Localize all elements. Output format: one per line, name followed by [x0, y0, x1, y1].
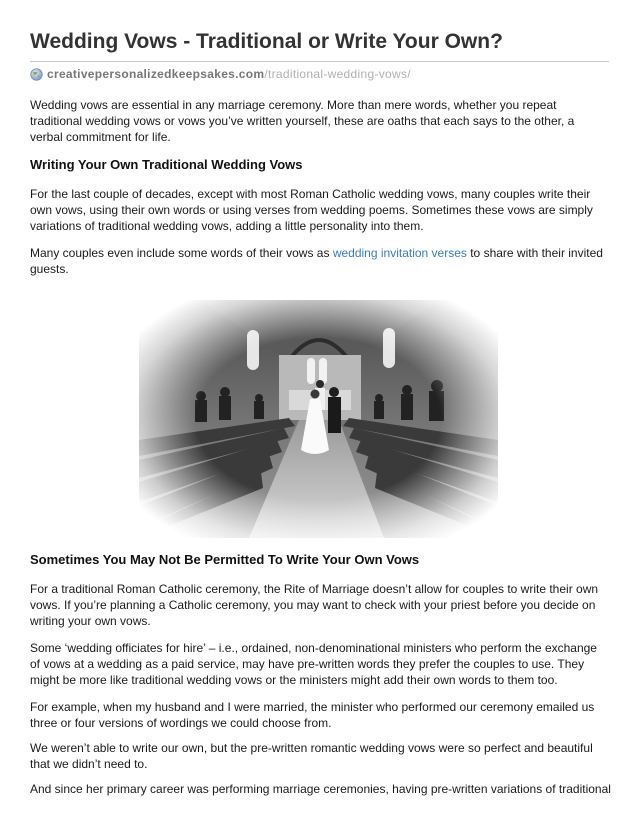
section1-paragraph-2 [30, 245, 610, 277]
section2-paragraph-5: And since her primary career was performing marriage ceremonies, having pre-written variations of traditional [30, 782, 611, 796]
source-line [30, 66, 411, 82]
intro-paragraph: Wedding vows are essential in any marriage ceremony. More than mere words, whether you repeat traditional wedding vows or vows you’ve written yourself, these are oaths that each says to the other, a verbal commitment for life. [30, 98, 575, 145]
section2-paragraph-4: We weren’t able to write our own, but the pre-written romantic wedding vows were so perfect and beautiful that we didn’t need to. [30, 741, 593, 772]
church-wedding-photo [139, 300, 498, 538]
section2-paragraph-1: For a traditional Roman Catholic ceremony, the Rite of Marriage doesn’t allow for couples to write their own vows. If you’re planning a Catholic ceremony, you may want to check with your priest before you decide on writing your own vows. [30, 582, 599, 629]
source-domain[interactable]: creativepersonalizedkeepsakes.com [47, 67, 265, 81]
section1-paragraph-2-text-end: to share with their invited guests. [30, 246, 603, 277]
section-heading-not-permitted: Sometimes You May Not Be Permitted To Write Your Own Vows [30, 552, 420, 567]
page-title: Wedding Vows - Traditional or Write Your Own? [30, 30, 503, 53]
section1-paragraph-1: For the last couple of decades, except with most Roman Catholic wedding vows, many couples write their own vows, using their own words or using verses from wedding poems. Sometimes these vows are simply variations of traditional wedding vows, adding a little personality into them. [30, 187, 593, 234]
title-divider [30, 61, 609, 62]
section2-paragraph-3: For example, when my husband and I were married, the minister who performed our ceremony emailed us three or four versions of wordings we could choose from. [30, 700, 595, 731]
globe-icon [30, 68, 43, 81]
source-path[interactable]: /traditional-wedding-vows/ [264, 67, 411, 81]
section2-paragraph-2: Some ‘wedding officiates for hire’ – i.e., ordained, non-denominational ministers who perform the exchange of vows at a wedding as a paid service, may have pre-written words they prefer the couples to use. They might be more like traditional wedding vows or the ministers might add their own words to them too. [30, 641, 597, 688]
section-heading-writing-own: Writing Your Own Traditional Wedding Vows [30, 157, 303, 172]
section1-paragraph-2-text: Many couples even include some words of their vows as [30, 246, 333, 260]
wedding-invitation-verses-link[interactable]: wedding invitation verses [332, 246, 467, 260]
